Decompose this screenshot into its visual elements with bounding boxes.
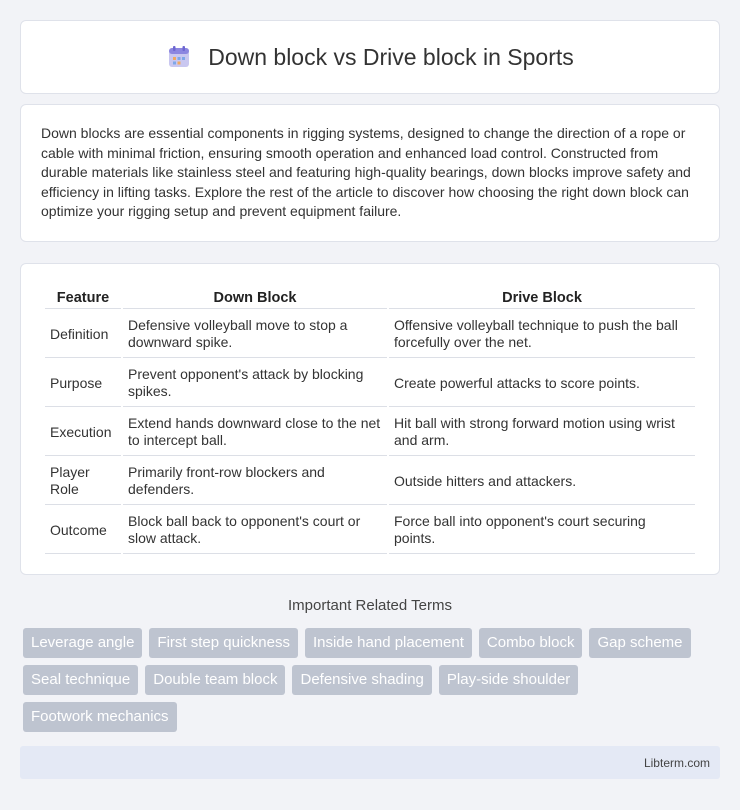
table-row <box>45 311 695 358</box>
table-cell: Block ball back to opponent's court or slow attack. <box>123 507 387 554</box>
table-row <box>45 458 695 505</box>
table-cell: Player Role <box>45 458 121 505</box>
column-header: Drive Block <box>389 286 695 309</box>
table-row <box>45 507 695 554</box>
column-header: Down Block <box>123 286 387 309</box>
table-cell: Defensive volleyball move to stop a downward spike. <box>123 311 387 358</box>
table-row <box>45 360 695 407</box>
related-term-tag[interactable]: Gap scheme <box>589 628 690 658</box>
page-title: Down block vs Drive block in Sports <box>208 43 574 70</box>
table-header-row <box>45 286 695 309</box>
table-cell: Offensive volleyball technique to push the ball forcefully over the net. <box>389 311 695 358</box>
table-cell: Create powerful attacks to score points. <box>389 360 695 407</box>
header-card <box>20 20 720 94</box>
intro-card <box>20 104 720 242</box>
table-cell: Primarily front-row blockers and defenders. <box>123 458 387 505</box>
intro-text: Down blocks are essential components in rigging systems, designed to change the direction of a rope or cable with minimal friction, ensuring smooth operation and enhanced load control. Constructed from durable materials like stainless steel and featuring high-quality bearings, down blocks improve safety and efficiency in lifting tasks. Explore the rest of the article to discover how choosing the right down block can optimize your rigging setup and prevent equipment failure. <box>41 125 691 220</box>
footer-site-link[interactable]: Libterm.com <box>643 756 710 770</box>
related-term-tag[interactable]: First step quickness <box>149 628 298 658</box>
table-cell: Force ball into opponent's court securing points. <box>389 507 695 554</box>
table-cell: Purpose <box>45 360 121 407</box>
calendar-icon <box>166 44 192 70</box>
related-term-tag[interactable]: Inside hand placement <box>305 628 472 658</box>
related-term-tag[interactable]: Play-side shoulder <box>439 665 578 695</box>
related-terms-list <box>23 628 723 739</box>
table-cell: Outside hitters and attackers. <box>389 458 695 505</box>
table-cell: Extend hands downward close to the net to intercept ball. <box>123 409 387 456</box>
related-term-tag[interactable]: Double team block <box>145 665 285 695</box>
related-term-tag[interactable]: Combo block <box>479 628 583 658</box>
table-row <box>45 409 695 456</box>
comparison-table-card <box>20 263 720 575</box>
table-cell: Definition <box>45 311 121 358</box>
related-term-tag[interactable]: Defensive shading <box>292 665 431 695</box>
column-header: Feature <box>45 286 121 309</box>
related-term-tag[interactable]: Seal technique <box>23 665 138 695</box>
table-cell: Outcome <box>45 507 121 554</box>
table-cell: Hit ball with strong forward motion using wrist and arm. <box>389 409 695 456</box>
table-cell: Prevent opponent's attack by blocking spikes. <box>123 360 387 407</box>
table-cell: Execution <box>45 409 121 456</box>
related-term-tag[interactable]: Leverage angle <box>23 628 142 658</box>
footer <box>20 746 720 779</box>
related-terms-title: Important Related Terms <box>288 597 452 614</box>
comparison-table <box>43 284 697 556</box>
related-term-tag[interactable]: Footwork mechanics <box>23 702 177 732</box>
